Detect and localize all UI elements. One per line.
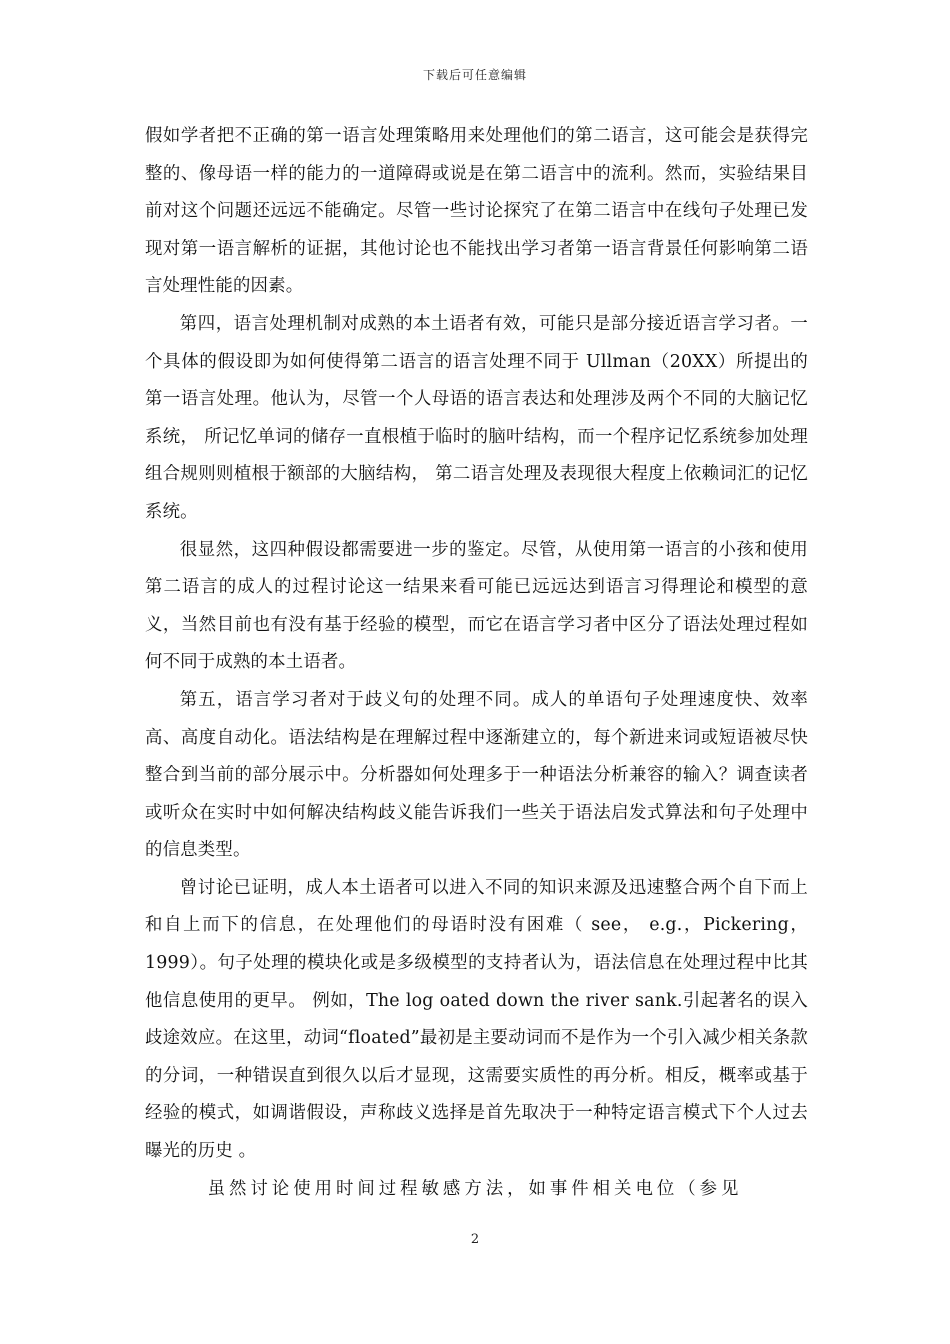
document-body [145, 118, 808, 1208]
paragraph: 很显然，这四种假设都需要进一步的鉴定。尽管，从使用第一语言的小孩和使用第二语言的成人的过程讨论这一结果来看可能已远远达到语言习得理论和模型的意义，当然目前也有没有基于经验的模型，而它在语言学习者中区分了语法处理过程如何不同于成熟的本土语者。 [145, 539, 808, 673]
paragraph: 假如学者把不正确的第一语言处理策略用来处理他们的第二语言，这可能会是获得完整的、像母语一样的能力的一道障碍或说是在第二语言中的流利。然而，实验结果目前对这个问题还远远不能确定。尽管一些讨论探究了在第二语言中在线句子处理已发现对第一语言解析的证据，其他讨论也不能找出学习者第一语言背景任何影响第二语言处理性能的因素。 [145, 126, 808, 297]
paragraph: 虽然讨论使用时间过程敏感方法，如事件相关电位（参见 [207, 1178, 743, 1199]
paragraph: 曾讨论已证明，成人本土语者可以进入不同的知识来源及迅速整合两个自下而上和自上而下的信息，在处理他们的母语时没有困难（ see， e.g.，Pickering， 1999）。句子处理的模块化或是多级模型的支持者认为，语法信息在处理过程中比其他信息使用的更早。 例如，The log oated down the river sank.引起著名的误入歧途效应。在这里，动词“floated”最初是主要动词而不是作为一个引入减少相关条款的分词，一种错误直到很久以后才显现，这需要实质性的再分析。相反，概率或基于经验的模式，如调谐假设，声称歧义选择是首先取决于一种特定语言模式下个人过去曝光的历史 。 [145, 877, 808, 1162]
paragraph: 第五，语言学习者对于歧义句的处理不同。成人的单语句子处理速度快、效率高、高度自动化。语法结构是在理解过程中逐渐建立的，每个新进来词或短语被尽快整合到当前的部分展示中。分析器如何处理多于一种语法分析兼容的输入？调查读者或听众在实时中如何解决结构歧义能告诉我们一些关于语法启发式算法和句子处理中的信息类型。 [145, 689, 808, 861]
paragraph: 第四，语言处理机制对成熟的本土语者有效，可能只是部分接近语言学习者。一个具体的假设即为如何使得第二语言的语言处理不同于 Ullman（20XX）所提出的第一语言处理。他认为，尽管一个人母语的语言表达和处理涉及两个不同的大脑记忆系统， 所记忆单词的储存一直根植于临时的脑叶结构，而一个程序记忆系统参加处理组合规则则植根于额部的大脑结构， 第二语言处理及表现很大程度上依赖词汇的记忆系统。 [145, 313, 808, 522]
page-number: 2 [470, 1232, 480, 1247]
page-header: 下载后可任意编辑 [422, 68, 527, 82]
